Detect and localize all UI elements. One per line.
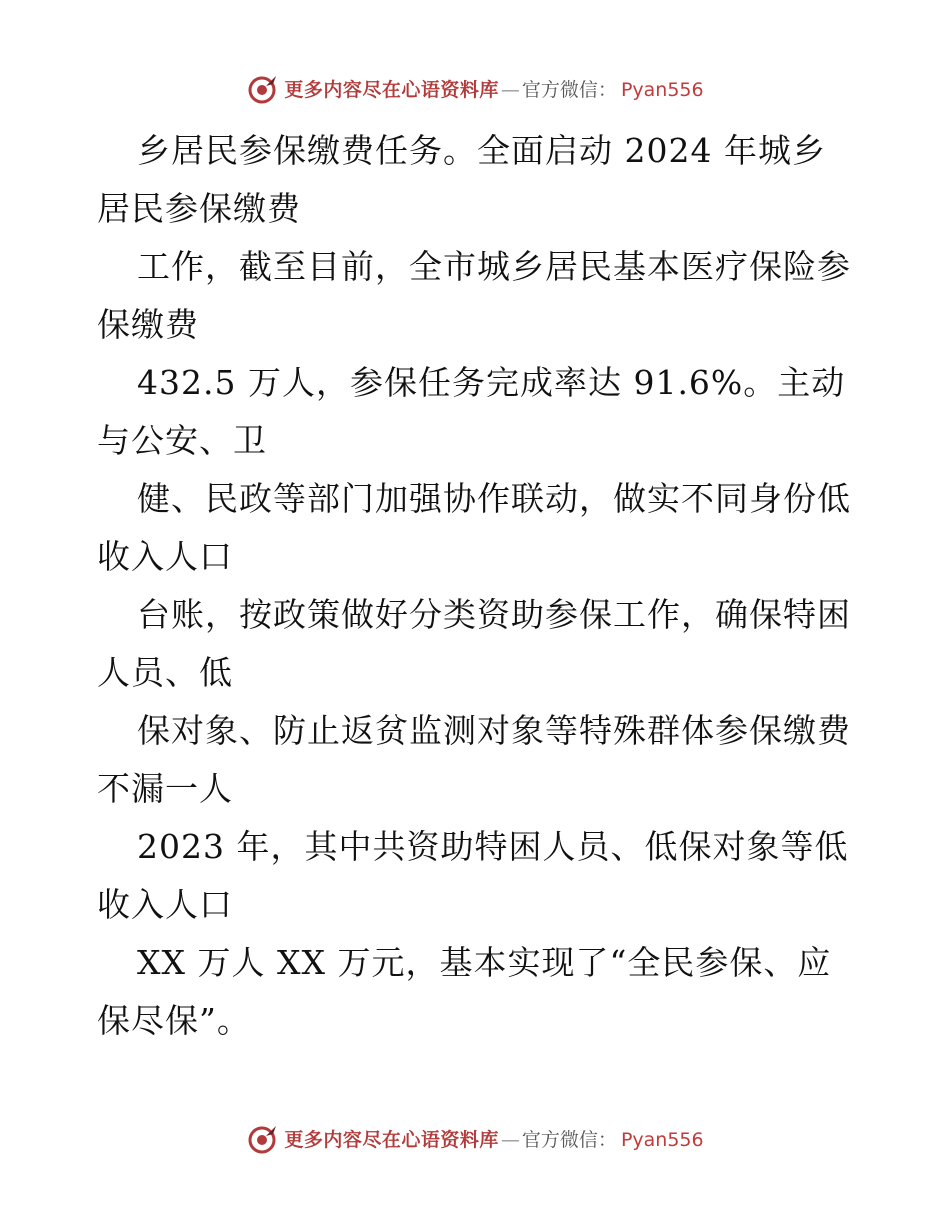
paragraph: 健、民政等部门加强协作联动，做实不同身份低收入人口 xyxy=(97,479,851,576)
watermark-dash: — xyxy=(500,78,520,101)
paragraph: 保对象、防止返贫监测对象等特殊群体参保缴费不漏一人 xyxy=(97,711,851,808)
watermark-dash: — xyxy=(500,1128,520,1151)
watermark-site-name: 更多内容尽在心语资料库 xyxy=(284,1128,499,1151)
header-watermark xyxy=(0,70,950,110)
watermark-site-name: 更多内容尽在心语资料库 xyxy=(284,78,499,101)
watermark-wechat-label: 官方微信： xyxy=(521,78,617,101)
pen-logo-icon xyxy=(246,1124,278,1156)
pen-logo-icon xyxy=(246,74,278,106)
watermark-wechat-id: Pyan556 xyxy=(620,1128,704,1151)
paragraph: 2023 年，其中共资助特困人员、低保对象等低收入人口 xyxy=(97,827,849,924)
paragraph: 432.5 万人，参保任务完成率达 91.6%。主动与公安、卫 xyxy=(97,363,846,460)
watermark-wechat-id: Pyan556 xyxy=(620,78,704,101)
watermark-wechat-label: 官方微信： xyxy=(521,1128,617,1151)
document-body xyxy=(97,122,857,1050)
footer-watermark xyxy=(0,1120,950,1160)
paragraph: XX 万人 XX 万元，基本实现了“全民参保、应保尽保”。 xyxy=(97,943,832,1040)
paragraph: 工作，截至目前，全市城乡居民基本医疗保险参保缴费 xyxy=(97,247,851,344)
paragraph: 乡居民参保缴费任务。全面启动 2024 年城乡居民参保缴费 xyxy=(97,131,826,228)
paragraph: 台账，按政策做好分类资助参保工作，确保特困人员、低 xyxy=(97,595,851,692)
